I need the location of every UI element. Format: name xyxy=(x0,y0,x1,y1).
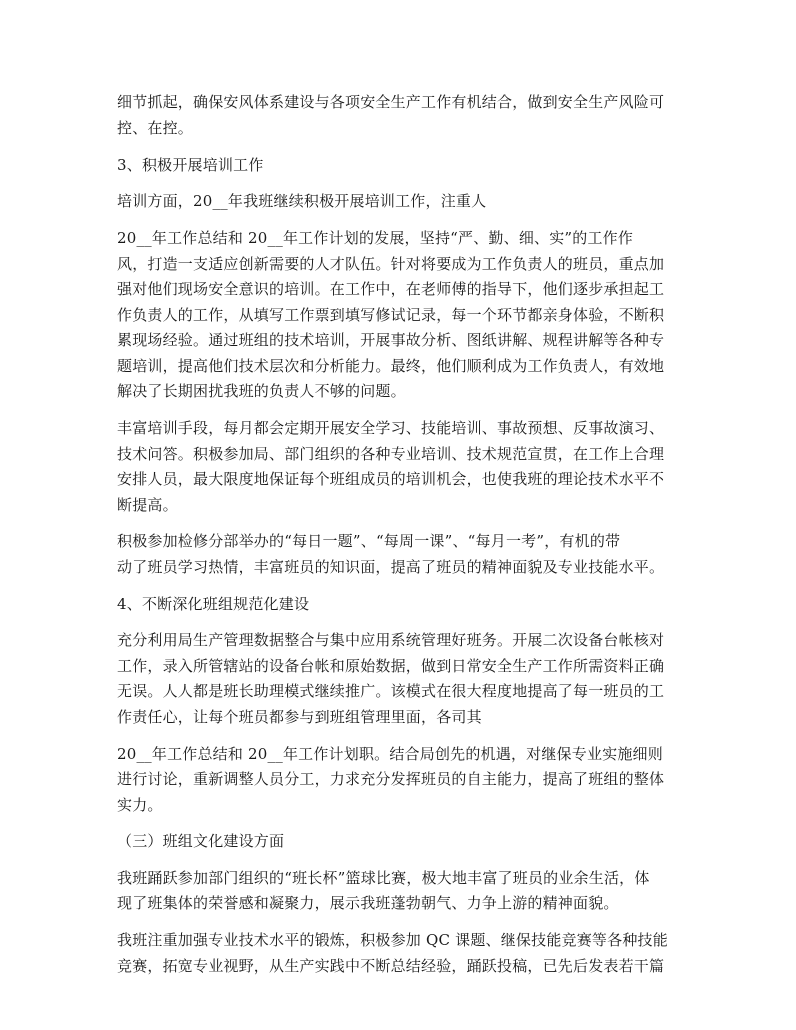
text-line: 题培训，提高他们技术层次和分析能力。最终，他们顺利成为工作负责人，有效地 xyxy=(117,357,665,375)
text-line: 积极参加检修分部举办的“每日一题”、“每周一课”、“每月一考”，有机的带 xyxy=(117,532,621,550)
text-line: 现了班集体的荣誉感和凝聚力，展示我班蓬勃朝气、力争上游的精神面貌。 xyxy=(117,894,619,912)
text-line: 实力。 xyxy=(117,796,163,814)
text-line: 强对他们现场安全意识的培训。在工作中，在老师傅的指导下，他们逐步承担起工 xyxy=(117,280,665,298)
text-line: 无误。人人都是班长助理模式继续推广。该模式在很大程度地提高了每一班员的工 xyxy=(117,682,665,700)
text-line: 安排人员，最大限度地保证每个班组成员的培训机会，也使我班的理论技术水平不 xyxy=(117,470,665,488)
text-line: 技术问答。积极参加局、部门组织的各种专业培训、技术规范宣贯，在工作上合理 xyxy=(117,445,665,463)
text-line: 我班踊跃参加部门组织的“班长杯”篮球比赛，极大地丰富了班员的业余生活，体 xyxy=(117,869,650,887)
text-line: 充分利用局生产管理数据整合与集中应用系统管理好班务。开展二次设备台帐核对 xyxy=(117,631,665,649)
text-line: 20__年工作总结和 20__年工作计划职。结合局创先的机遇，对继保专业实施细则 xyxy=(117,745,663,763)
section-heading: （三）班组文化建设方面 xyxy=(117,832,285,850)
text-line: 竞赛，拓宽专业视野，从生产实践中不断总结经验，踊跃投稿，已先后发表若干篇 xyxy=(117,957,665,975)
text-line: 进行讨论，重新调整人员分工，力求充分发挥班员的自主能力，提高了班组的整体 xyxy=(117,770,665,788)
text-line: 动了班员学习热情，丰富班员的知识面，提高了班员的精神面貌及专业技能水平。 xyxy=(117,558,665,576)
section-heading: 4、不断深化班组规范化建设 xyxy=(117,595,310,613)
text-line: 风，打造一支适应创新需要的人才队伍。针对将要成为工作负责人的班员，重点加 xyxy=(117,255,665,273)
text-line: 解决了长期困扰我班的负责人不够的问题。 xyxy=(117,382,406,400)
text-line: 工作，录入所管辖站的设备台帐和原始数据，做到日常安全生产工作所需资料正确 xyxy=(117,657,665,675)
text-line: 丰富培训手段，每月都会定期开展安全学习、技能培训、事故预想、反事故演习、 xyxy=(117,419,665,437)
section-heading: 3、积极开展培训工作 xyxy=(117,156,264,174)
text-line: 我班注重加强专业技术水平的锻炼，积极参加 QC 课题、继保技能竞赛等各种技能 xyxy=(117,931,668,949)
text-line: 控、在控。 xyxy=(117,119,194,137)
text-line: 培训方面，20__年我班继续积极开展培训工作，注重人 xyxy=(117,192,487,210)
text-line: 累现场经验。通过班组的技术培训，开展事故分析、图纸讲解、规程讲解等各种专 xyxy=(117,331,665,349)
text-line: 断提高。 xyxy=(117,496,178,514)
text-line: 作责任心，让每个班员都参与到班组管理里面，各司其 xyxy=(117,708,482,726)
text-line: 细节抓起，确保安风体系建设与各项安全生产工作有机结合，做到安全生产风险可 xyxy=(117,93,665,111)
text-line: 作负责人的工作，从填写工作票到填写修试记录，每一个环节都亲身体验，不断积 xyxy=(117,306,665,324)
text-line: 20__年工作总结和 20__年工作计划的发展，坚持“严、勤、细、实”的工作作 xyxy=(117,229,634,247)
